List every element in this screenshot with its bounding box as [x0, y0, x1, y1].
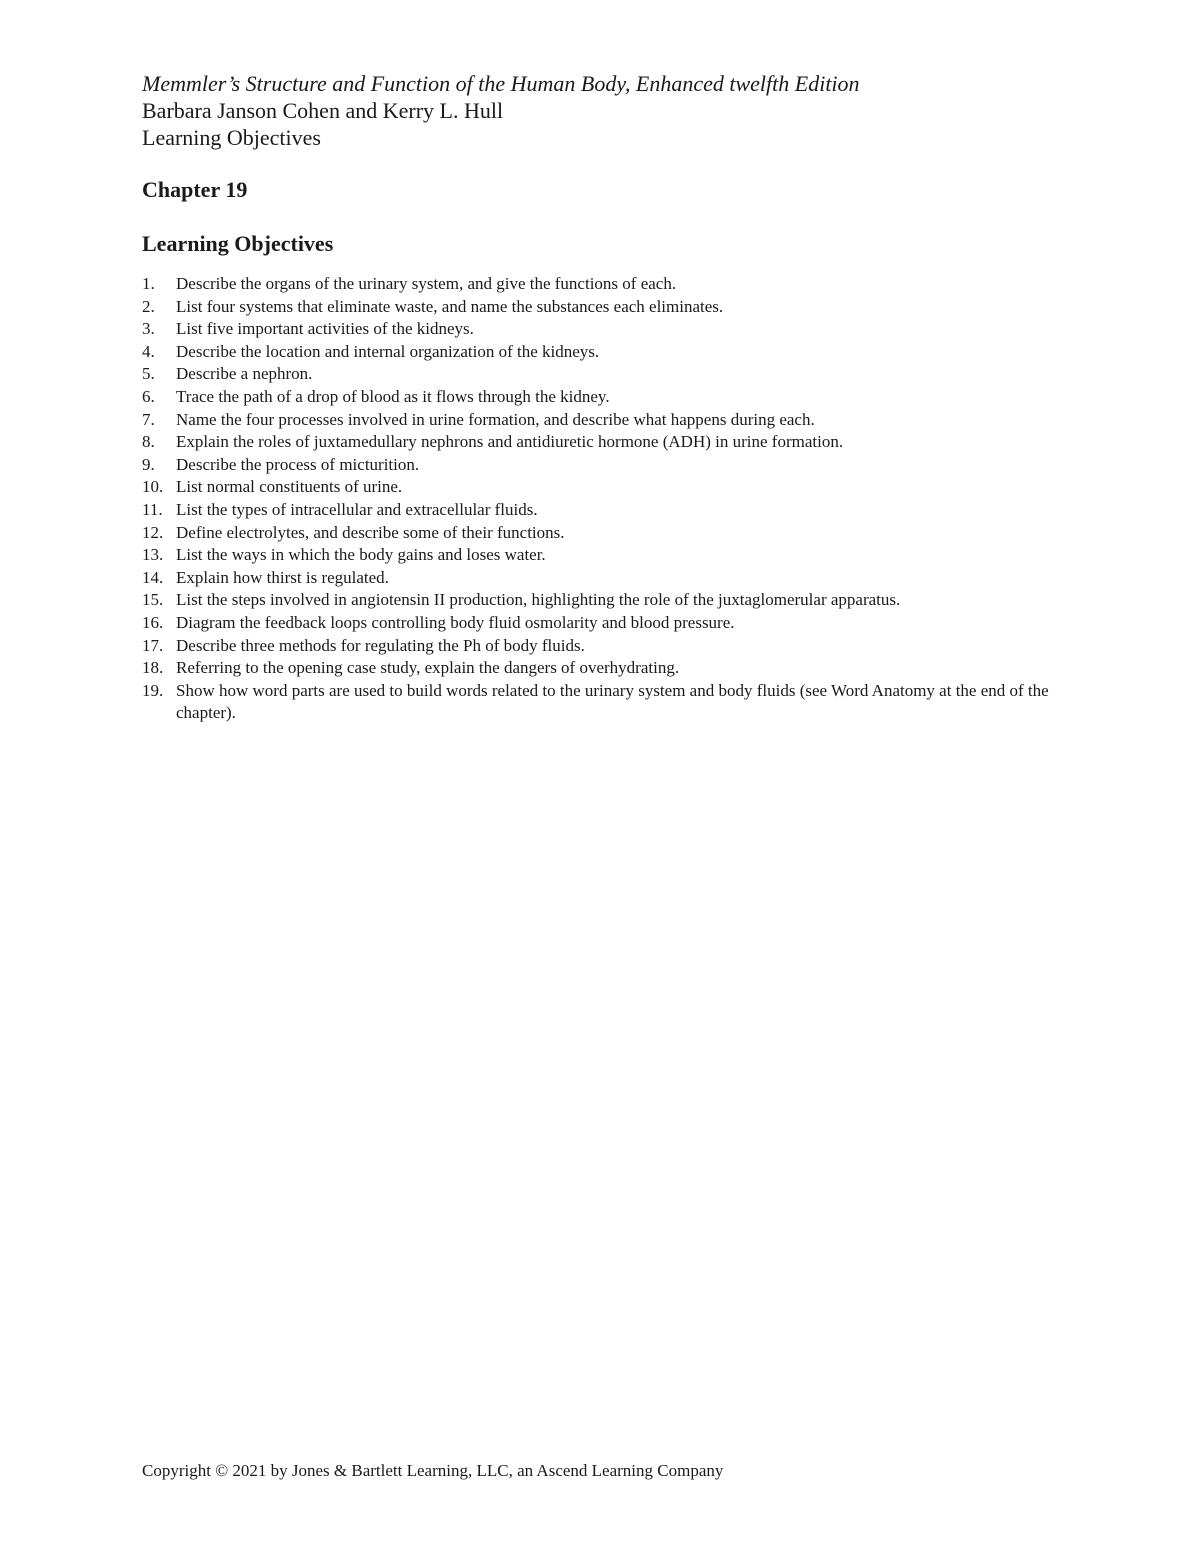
item-number: 5.: [142, 364, 155, 384]
item-text: Explain the roles of juxtamedullary nephrons and antidiuretic hormone (ADH) in urine formation.: [176, 432, 844, 452]
item-text: Explain how thirst is regulated.: [176, 567, 389, 587]
item-text: Show how word parts are used to build words related to the urinary system and body fluids (see Word Anatomy at the end of the chapter).: [176, 680, 1049, 723]
item-number: 15.: [142, 590, 164, 610]
copyright-footer: Copyright © 2021 by Jones & Bartlett Learning, LLC, an Ascend Learning Company: [142, 1461, 724, 1480]
item-number: 7.: [142, 409, 155, 429]
item-text: Describe the process of micturition.: [176, 454, 420, 474]
item-number: 1.: [142, 274, 155, 293]
list-item: [142, 431, 1062, 454]
list-item: [142, 499, 1062, 522]
item-text: Diagram the feedback loops controlling body fluid osmolarity and blood pressure.: [176, 612, 735, 632]
item-number: 18.: [142, 658, 164, 678]
item-text: List the ways in which the body gains and loses water.: [176, 545, 546, 565]
item-number: 4.: [142, 341, 155, 361]
list-item: [142, 567, 1062, 590]
book-title: Memmler’s Structure and Function of the Human Body, Enhanced twelfth Edition: [142, 71, 860, 96]
item-number: 6.: [142, 386, 155, 406]
list-item: [142, 454, 1062, 477]
item-number: 12.: [142, 522, 164, 542]
item-number: 13.: [142, 545, 164, 565]
chapter-heading: Chapter 19: [142, 177, 248, 202]
item-number: 17.: [142, 635, 164, 655]
item-text: List four systems that eliminate waste, and name the substances each eliminates.: [176, 296, 724, 316]
item-text: List normal constituents of urine.: [176, 477, 403, 497]
list-item: [142, 522, 1062, 545]
list-item: [142, 318, 1062, 341]
section-heading: Learning Objectives: [142, 231, 334, 256]
authors: Barbara Janson Cohen and Kerry L. Hull: [142, 98, 504, 123]
document-header: [142, 70, 1102, 151]
item-text: Describe the organs of the urinary system, and give the functions of each.: [176, 274, 677, 293]
item-text: Describe the location and internal organization of the kidneys.: [176, 341, 600, 361]
list-item: [142, 589, 1062, 612]
item-text: Trace the path of a drop of blood as it flows through the kidney.: [176, 386, 610, 406]
item-number: 11.: [142, 499, 163, 519]
list-item: [142, 296, 1062, 319]
list-item: [142, 476, 1062, 499]
list-item: [142, 273, 1062, 296]
objectives-list: [142, 273, 1062, 725]
item-text: Name the four processes involved in urine formation, and describe what happens during each.: [176, 409, 815, 429]
document-type: Learning Objectives: [142, 125, 321, 150]
item-number: 10.: [142, 477, 164, 497]
item-text: Describe three methods for regulating the Ph of body fluids.: [176, 635, 585, 655]
item-number: 16.: [142, 612, 164, 632]
list-item: [142, 612, 1062, 635]
list-item: [142, 635, 1062, 658]
item-text: List five important activities of the kidneys.: [176, 319, 474, 339]
list-item: [142, 341, 1062, 364]
item-number: 19.: [142, 680, 164, 700]
item-text: List the types of intracellular and extracellular fluids.: [176, 499, 538, 519]
list-item: [142, 409, 1062, 432]
item-number: 2.: [142, 296, 155, 316]
item-number: 9.: [142, 454, 155, 474]
item-number: 3.: [142, 319, 155, 339]
item-number: 14.: [142, 567, 164, 587]
item-text: Describe a nephron.: [176, 364, 313, 384]
list-item: [142, 363, 1062, 386]
list-item: [142, 386, 1062, 409]
item-text: Referring to the opening case study, explain the dangers of overhydrating.: [176, 658, 680, 678]
list-item: [142, 657, 1062, 680]
item-text: Define electrolytes, and describe some of their functions.: [176, 522, 565, 542]
item-number: 8.: [142, 432, 155, 452]
item-text: List the steps involved in angiotensin II production, highlighting the role of the juxtaglomerular apparatus.: [176, 590, 901, 610]
list-item: [142, 680, 1062, 725]
list-item: [142, 544, 1062, 567]
